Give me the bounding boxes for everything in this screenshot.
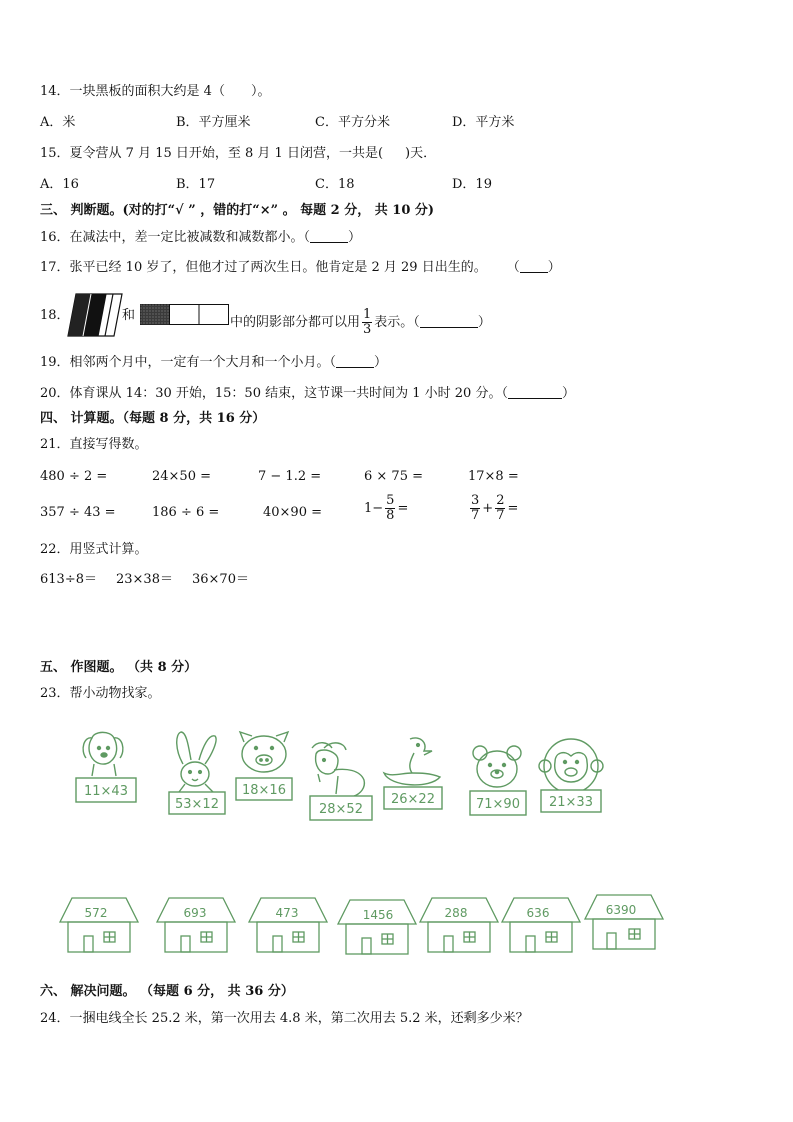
q15-option-d[interactable]: D．19 <box>452 177 492 192</box>
q21-item-5: 17×8 = <box>468 469 519 484</box>
q21-frac2b-num: 2 <box>496 493 505 508</box>
q21-frac2-eq: = <box>507 501 519 516</box>
q14-option-c[interactable]: C．平方分米 <box>315 115 390 130</box>
q18-answer-blank[interactable] <box>420 315 478 328</box>
q18-middle: 中的阴影部分都可以用 <box>230 315 361 330</box>
q20-answer-blank[interactable] <box>508 386 562 399</box>
q14-stem-end: ）。 <box>250 84 271 99</box>
house-number: 473 <box>275 906 299 920</box>
q19-end: ） <box>374 355 388 370</box>
q16-text: 16．在减法中，差一定比被减数和减数都小。（ <box>40 230 311 245</box>
house-icon[interactable] <box>155 896 237 956</box>
house-icon[interactable] <box>500 896 582 956</box>
q14-answer-blank[interactable] <box>225 85 251 97</box>
q18-and: 和 <box>122 308 136 323</box>
q15-stem-end: )天． <box>405 146 437 161</box>
rabbit-expression: 53×12 <box>175 797 219 812</box>
q17-end: ） <box>547 260 561 275</box>
section-3-heading: 三、 判断题。(对的打“√ ” ，错的打“×” 。 每题 2 分， 共 10 分) <box>40 203 435 218</box>
duck-expression: 26×22 <box>391 792 435 807</box>
pig-expression: 18×16 <box>242 783 286 798</box>
q21-item-3: 7 − 1.2 = <box>258 469 322 484</box>
section-4-heading: 四、 计算题。（每题 8 分，共 16 分） <box>40 411 266 426</box>
q20-end: ） <box>561 386 575 401</box>
question-20 <box>40 386 575 402</box>
q20-text: 20．体育课从 14：30 开始，15：50 结束，这节课一共时间为 1 小时 20 分。（ <box>40 386 508 401</box>
house-icon[interactable] <box>58 896 140 956</box>
q22-item-3: 36×70＝ <box>192 572 249 587</box>
q18-end: ） <box>477 315 491 330</box>
house-number: 1456 <box>362 908 394 922</box>
section-6-heading: 六、 解决问题。 （每题 6 分， 共 36 分） <box>40 984 294 999</box>
q15-option-c[interactable]: C．18 <box>315 177 355 192</box>
house-number: 6390 <box>605 903 637 917</box>
monkey-expression: 21×33 <box>549 795 593 810</box>
q14-option-b[interactable]: B．平方厘米 <box>176 115 251 130</box>
q21-frac1-num: 5 <box>386 493 395 508</box>
duck-icon[interactable] <box>380 733 446 813</box>
q21-item-9 <box>364 494 408 523</box>
house-icon[interactable] <box>583 893 665 953</box>
house-number: 693 <box>183 906 207 920</box>
q19-text: 19．相邻两个月中，一定有一个大月和一个小月。（ <box>40 355 337 370</box>
rabbit-icon[interactable] <box>165 730 229 818</box>
q21-frac1-eq: = <box>397 501 409 516</box>
q21-frac2a-num: 3 <box>471 493 480 508</box>
q18-tail: 表示。（ <box>374 315 420 330</box>
q17-text: 17．张平已经 10 岁了，但他才过了两次生日。他肯定是 2 月 29 日出生的。 <box>40 260 487 275</box>
q21-item-8: 40×90 = <box>263 505 323 520</box>
house-number: 636 <box>526 906 550 920</box>
question-17 <box>40 260 561 276</box>
q17-answer-blank[interactable] <box>520 260 548 273</box>
dog-icon[interactable] <box>70 728 140 810</box>
q21-item-6: 357 ÷ 43 = <box>40 505 116 520</box>
house-icon[interactable] <box>247 896 329 956</box>
q21-item-4: 6 × 75 = <box>364 469 423 484</box>
q21-item-1: 480 ÷ 2 = <box>40 469 108 484</box>
q21-frac1-pre: 1− <box>364 501 384 516</box>
q14-stem-start: 14．一块黑板的面积大约是 4（ <box>40 84 225 99</box>
q14-option-a[interactable]: A．米 <box>40 115 76 130</box>
q21-frac2b <box>495 494 505 523</box>
q22-title: 22．用竖式计算。 <box>40 542 148 557</box>
house-icon[interactable] <box>336 898 418 958</box>
q18-parallelogram-figure <box>66 292 124 338</box>
q21-item-10 <box>468 494 518 523</box>
q18-statement <box>230 308 491 337</box>
q18-frac-num: 1 <box>363 307 372 322</box>
house-number: 288 <box>444 906 468 920</box>
house-icon[interactable] <box>418 896 500 956</box>
q22-item-1: 613÷8＝ <box>40 572 97 587</box>
q21-frac2-op: + <box>482 501 494 516</box>
pig-icon[interactable] <box>232 730 296 804</box>
goat-expression: 28×52 <box>319 802 363 817</box>
q21-frac2b-den: 7 <box>496 508 505 523</box>
q21-item-2: 24×50 = <box>152 469 212 484</box>
section-5-heading: 五、 作图题。 （共 8 分） <box>40 660 198 675</box>
q19-answer-blank[interactable] <box>336 355 374 368</box>
q21-title: 21．直接写得数。 <box>40 437 148 452</box>
q21-frac1 <box>385 494 395 523</box>
bear-icon[interactable] <box>466 743 530 819</box>
q15-option-b[interactable]: B．17 <box>176 177 216 192</box>
q23-title: 23．帮小动物找家。 <box>40 686 161 701</box>
house-number: 572 <box>84 906 108 920</box>
bear-expression: 71×90 <box>476 797 520 812</box>
q21-frac1-den: 8 <box>386 508 395 523</box>
q17-open: （ <box>506 260 520 275</box>
question-16 <box>40 230 361 246</box>
q15-option-a[interactable]: A．16 <box>40 177 79 192</box>
q15-answer-blank[interactable] <box>383 147 405 159</box>
question-24: 24．一捆电线全长 25.2 米，第一次用去 4.8 米，第二次用去 5.2 米，还剩多少米？ <box>40 1011 529 1026</box>
question-15 <box>40 146 436 162</box>
q18-bar-figure <box>140 304 230 326</box>
q21-frac2a <box>470 494 480 523</box>
q14-option-d[interactable]: D．平方米 <box>452 115 515 130</box>
q16-answer-blank[interactable] <box>310 230 348 243</box>
q21-item-7: 186 ÷ 6 = <box>152 505 220 520</box>
dog-expression: 11×43 <box>84 784 128 799</box>
question-19 <box>40 355 387 371</box>
q22-item-2: 23×38＝ <box>116 572 173 587</box>
q15-stem-start: 15．夏令营从 7 月 15 日开始，至 8 月 1 日闭营，一共是( <box>40 146 384 161</box>
q21-frac2a-den: 7 <box>471 508 480 523</box>
q18-number: 18． <box>40 308 70 323</box>
goat-icon[interactable] <box>304 740 376 824</box>
q16-end: ） <box>348 230 362 245</box>
question-14 <box>40 84 270 100</box>
monkey-icon[interactable] <box>537 736 607 816</box>
q18-fraction <box>362 308 372 337</box>
q18-frac-den: 3 <box>363 322 372 337</box>
